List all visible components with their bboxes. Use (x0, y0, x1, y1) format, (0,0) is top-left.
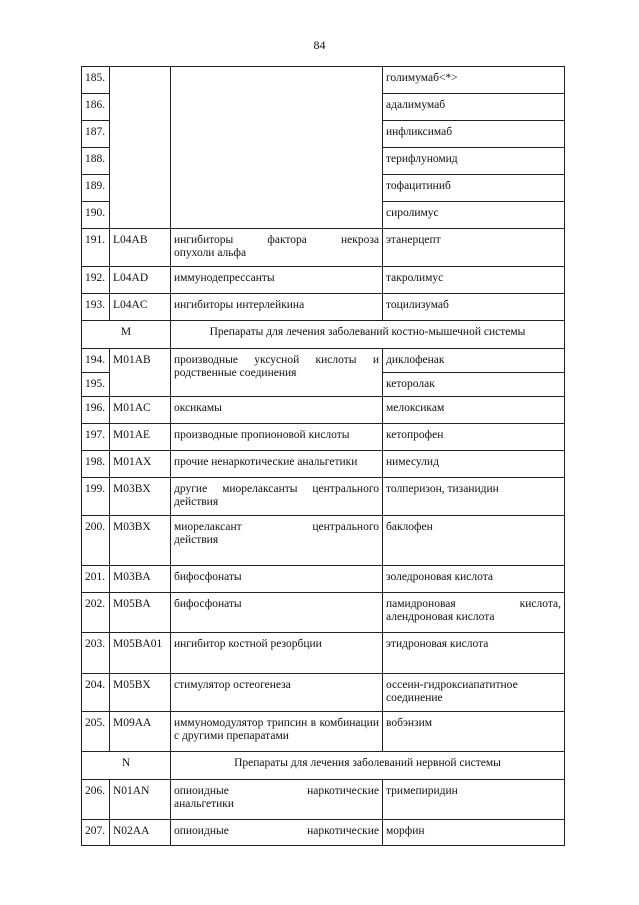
group-line-2: действия (174, 534, 219, 546)
drug-name: диклофенак (383, 349, 565, 373)
section-row (82, 321, 565, 349)
section-letter: N (82, 752, 171, 780)
row-number: 204. (82, 674, 110, 712)
drug-name: этанерцепт (383, 229, 565, 267)
table-row (82, 424, 565, 451)
group-name (171, 780, 383, 820)
atc-code: M03BA (110, 566, 171, 593)
section-title: Препараты для лечения заболеваний нервной системы (171, 752, 565, 780)
atc-code: M09AA (110, 712, 171, 752)
table-row (82, 593, 565, 633)
row-number: 201. (82, 566, 110, 593)
table-row (82, 267, 565, 294)
atc-code: L04AD (110, 267, 171, 294)
drug-name: такролимус (383, 267, 565, 294)
group-cell (171, 67, 383, 229)
row-number: 207. (82, 820, 110, 846)
group-name: бифосфонаты (171, 593, 383, 633)
row-number: 203. (82, 633, 110, 674)
drug-table (81, 66, 565, 846)
drug-name: кеторолак (383, 373, 565, 397)
row-number: 188. (82, 148, 110, 175)
drug-name: инфликсимаб (383, 121, 565, 148)
table-row (82, 780, 565, 820)
table-row (82, 229, 565, 267)
page-number: 84 (313, 38, 326, 52)
row-number: 198. (82, 451, 110, 478)
group-line-1: ингибиторы фактора некроза (174, 234, 379, 246)
row-number: 202. (82, 593, 110, 633)
section-row (82, 752, 565, 780)
row-number: 190. (82, 202, 110, 229)
group-line-1: опиоидные наркотические (174, 825, 379, 837)
group-name: другие миорелаксанты центрального действия (171, 478, 383, 516)
section-title: Препараты для лечения заболеваний костно-мышечной системы (171, 321, 565, 349)
group-line-1: опиоидные наркотические (174, 785, 379, 797)
row-number: 197. (82, 424, 110, 451)
table-row (82, 451, 565, 478)
table-row (82, 566, 565, 593)
drug-name: тофацитиниб (383, 175, 565, 202)
drug-line-1: памидроновая кислота, (386, 598, 561, 610)
group-name: бифосфонаты (171, 566, 383, 593)
drug-name (383, 593, 565, 633)
row-number: 200. (82, 516, 110, 566)
drug-name: терифлуномид (383, 148, 565, 175)
drug-name: кетопрофен (383, 424, 565, 451)
group-name (171, 229, 383, 267)
group-name: стимулятор остеогенеза (171, 674, 383, 712)
group-line-1: миорелаксант центрального (174, 521, 379, 533)
table-row (82, 294, 565, 321)
table-row (82, 349, 565, 373)
drug-name: нимесулид (383, 451, 565, 478)
row-number: 186. (82, 94, 110, 121)
group-name: иммунодепрессанты (171, 267, 383, 294)
group-name (171, 516, 383, 566)
drug-name: мелоксикам (383, 397, 565, 424)
atc-code: L04AC (110, 294, 171, 321)
drug-name: оссеин-гидроксиапатитное соединение (383, 674, 565, 712)
drug-name: толперизон, тизанидин (383, 478, 565, 516)
row-number: 199. (82, 478, 110, 516)
group-name: производные уксусной кислоты и родственные соединения (171, 349, 383, 397)
atc-code: L04AB (110, 229, 171, 267)
drug-name: тоцилизумаб (383, 294, 565, 321)
drug-name: золедроновая кислота (383, 566, 565, 593)
group-line-2: опухоли альфа (174, 247, 247, 259)
drug-name: вобэнзим (383, 712, 565, 752)
table-row (82, 478, 565, 516)
atc-code: M05BX (110, 674, 171, 712)
atc-code: M03BX (110, 478, 171, 516)
group-name: прочие ненаркотические анальгетики (171, 451, 383, 478)
group-line-2: анальгетики (174, 798, 235, 810)
atc-code: M01AB (110, 349, 171, 397)
group-name: оксикамы (171, 397, 383, 424)
drug-name: морфин (383, 820, 565, 846)
atc-code: N01AN (110, 780, 171, 820)
table-row (82, 633, 565, 674)
atc-code: N02AA (110, 820, 171, 846)
drug-name: тримепиридин (383, 780, 565, 820)
row-number: 192. (82, 267, 110, 294)
drug-line-2: алендроновая кислота (386, 611, 495, 623)
group-name: ингибитор костной резорбции (171, 633, 383, 674)
row-number: 187. (82, 121, 110, 148)
row-number: 205. (82, 712, 110, 752)
drug-name: этидроновая кислота (383, 633, 565, 674)
row-number: 185. (82, 67, 110, 94)
drug-name: сиролимус (383, 202, 565, 229)
atc-code: M05BA (110, 593, 171, 633)
row-number: 191. (82, 229, 110, 267)
row-number: 196. (82, 397, 110, 424)
atc-code: M01AX (110, 451, 171, 478)
code-cell (110, 67, 171, 229)
atc-code: M03BX (110, 516, 171, 566)
atc-code: M01AE (110, 424, 171, 451)
table-row (82, 67, 565, 94)
group-name: иммуномодулятор трипсин в комбинации с другими препаратами (171, 712, 383, 752)
table-row (82, 516, 565, 566)
drug-name: баклофен (383, 516, 565, 566)
atc-code: M01AC (110, 397, 171, 424)
table-row (82, 712, 565, 752)
group-name: производные пропионовой кислоты (171, 424, 383, 451)
row-number: 195. (82, 373, 110, 397)
row-number: 206. (82, 780, 110, 820)
row-number: 189. (82, 175, 110, 202)
atc-code: M05BA01 (110, 633, 171, 674)
row-number: 194. (82, 349, 110, 373)
row-number: 193. (82, 294, 110, 321)
section-letter: M (82, 321, 171, 349)
drug-name: голимумаб<*> (383, 67, 565, 94)
group-name (171, 820, 383, 846)
table-row (82, 820, 565, 846)
table-row (82, 397, 565, 424)
table-row (82, 674, 565, 712)
drug-name: адалимумаб (383, 94, 565, 121)
group-name: ингибиторы интерлейкина (171, 294, 383, 321)
